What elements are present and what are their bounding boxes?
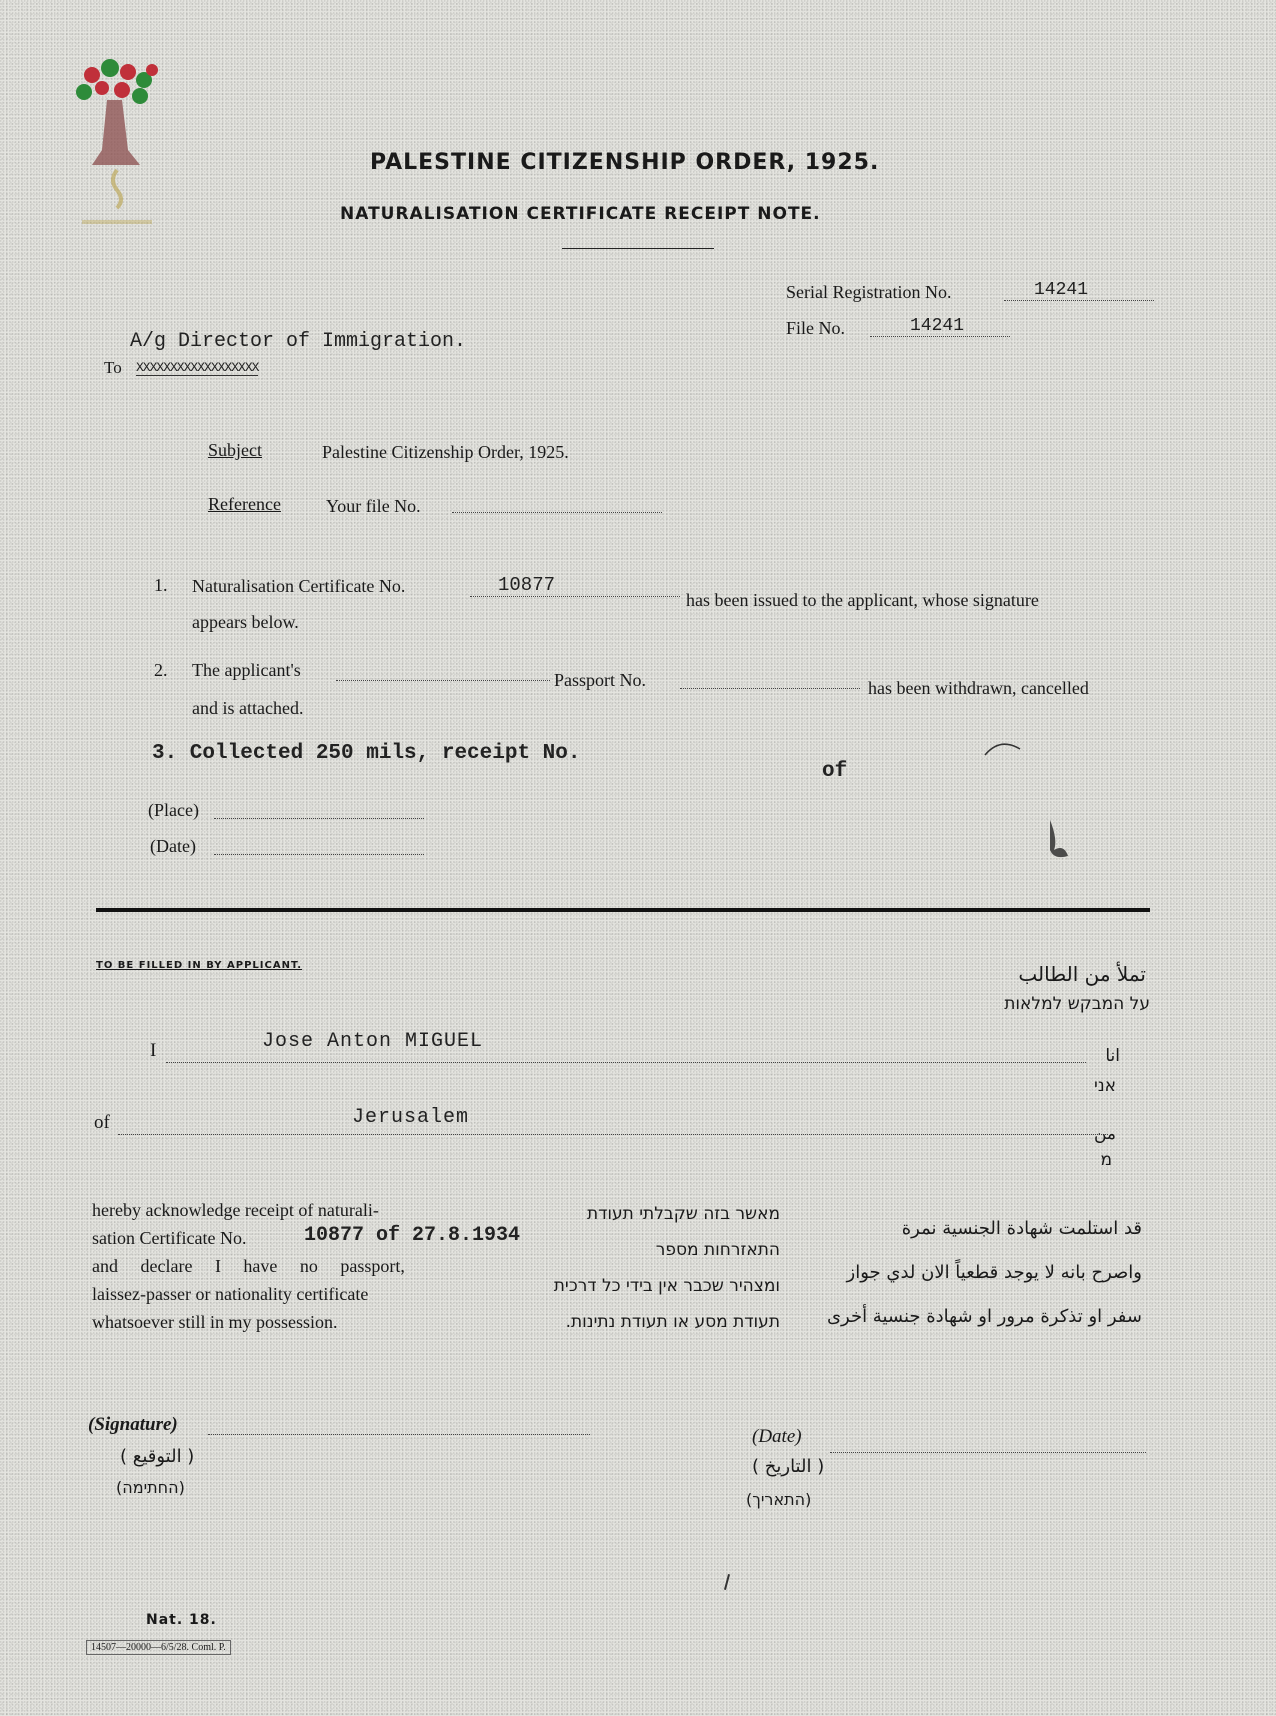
applicant-section-heading: TO BE FILLED IN BY APPLICANT. xyxy=(96,960,303,971)
addressee-typed: A/g Director of Immigration. xyxy=(130,330,467,353)
arabic-para-line2: واصرح بانه لا يوجد قطعياً الان لدي جواز xyxy=(846,1262,1142,1283)
item2-text-b: Passport No. xyxy=(554,670,647,690)
applicant-name: Jose Anton MIGUEL xyxy=(262,1030,484,1053)
date-block-line xyxy=(830,1452,1146,1453)
tree-logo-icon xyxy=(62,40,172,240)
pen-mark-icon xyxy=(980,735,1030,775)
signature-hebrew: (החתימה) xyxy=(116,1478,185,1497)
date-block-hebrew: (התאריך) xyxy=(746,1490,812,1509)
hebrew-para-line4: תעודת מסע או תעודת נתינות. xyxy=(565,1312,780,1332)
signature-arabic: ( التوقيع ) xyxy=(120,1446,195,1467)
file-number-label: File No. xyxy=(786,318,846,338)
reference-label: Reference xyxy=(208,494,281,514)
item2-applicant-line xyxy=(336,680,550,681)
date-label: (Date) xyxy=(150,836,196,856)
applicant-place: Jerusalem xyxy=(352,1106,470,1129)
date-block-label: (Date) xyxy=(752,1426,802,1447)
item2-text-d: and is attached. xyxy=(192,698,304,718)
english-cert-typed: 10877 of 27.8.1934 xyxy=(304,1224,521,1247)
hebrew-para-line3: ומצהיר שכבר אין בידי כל דרכית xyxy=(553,1276,780,1296)
item2-text-c: has been withdrawn, cancelled xyxy=(868,678,1089,698)
serial-registration-value: 14241 xyxy=(1004,280,1154,301)
print-line: 14507—20000—6/5/28. Coml. P. xyxy=(86,1640,231,1655)
applicant-of-arabic: من xyxy=(1093,1124,1116,1144)
item1-text-a: Naturalisation Certificate No. xyxy=(192,576,406,596)
item1-number: 1. xyxy=(154,575,168,595)
applicant-of-label: of xyxy=(94,1112,110,1133)
applicant-name-line xyxy=(166,1062,1086,1063)
english-para-line2: sation Certificate No. xyxy=(92,1228,247,1248)
place-line xyxy=(214,818,424,819)
item2-number: 2. xyxy=(154,660,168,680)
date-block-arabic: ( التاريخ ) xyxy=(752,1456,825,1477)
arabic-para-line1: قد استلمت شهادة الجنسية نمرة xyxy=(901,1218,1142,1239)
english-para-line3: and declare I have no passport, xyxy=(92,1256,405,1276)
arabic-para-line3: سفر او تذكرة مرور او شهادة جنسية أخرى xyxy=(826,1306,1142,1327)
document-subtitle: NATURALISATION CERTIFICATE RECEIPT NOTE. xyxy=(340,204,821,224)
english-para-line1: hereby acknowledge receipt of naturali- xyxy=(92,1200,379,1220)
item2-text-a: The applicant's xyxy=(192,660,301,680)
document-title: PALESTINE CITIZENSHIP ORDER, 1925. xyxy=(370,150,880,175)
file-number-value: 14241 xyxy=(870,316,1010,337)
english-para-line4: laissez-passer or nationality certificate xyxy=(92,1284,369,1304)
form-number: Nat. 18. xyxy=(146,1612,217,1628)
applicant-i-arabic: انا xyxy=(1105,1046,1120,1066)
signature-line xyxy=(208,1434,590,1435)
item1-certificate-number: 10877 xyxy=(470,574,680,597)
addressee-struck-text: XXXXXXXXXXXXXXXXXX xyxy=(136,360,259,375)
subject-value: Palestine Citizenship Order, 1925. xyxy=(322,442,569,462)
reference-value: Your file No. xyxy=(326,496,421,516)
applicant-i-hebrew: אני xyxy=(1094,1076,1116,1096)
subject-label: Subject xyxy=(208,440,262,460)
serial-registration-label: Serial Registration No. xyxy=(786,282,952,302)
date-line xyxy=(214,854,424,855)
section-divider xyxy=(96,908,1150,912)
stamp-mark-icon xyxy=(1040,810,1080,870)
hebrew-para-line2: התאזרחות מספר xyxy=(655,1240,780,1260)
applicant-heading-hebrew: על המבקש למלאות xyxy=(1004,994,1150,1014)
title-underline xyxy=(562,248,714,249)
item3-text: 3. Collected 250 mils, receipt No. xyxy=(152,742,581,765)
applicant-of-hebrew: מ xyxy=(1100,1150,1112,1170)
english-para-line5: whatsoever still in my possession. xyxy=(92,1312,338,1332)
place-label: (Place) xyxy=(148,800,199,820)
applicant-i-label: I xyxy=(150,1040,157,1061)
item3-of: of xyxy=(822,760,848,783)
applicant-heading-arabic: تملأ من الطالب xyxy=(1018,962,1146,986)
item1-text-c: appears below. xyxy=(192,612,299,632)
item1-text-b: has been issued to the applicant, whose signature xyxy=(686,590,1039,610)
signature-label: (Signature) xyxy=(88,1414,178,1435)
applicant-place-line xyxy=(118,1134,1108,1135)
reference-fill-line xyxy=(452,512,662,513)
item2-passport-line xyxy=(680,688,860,689)
addressee-to-label: To xyxy=(104,358,122,377)
hebrew-para-line1: מאשר בזה שקבלתי תעודת xyxy=(586,1204,780,1224)
